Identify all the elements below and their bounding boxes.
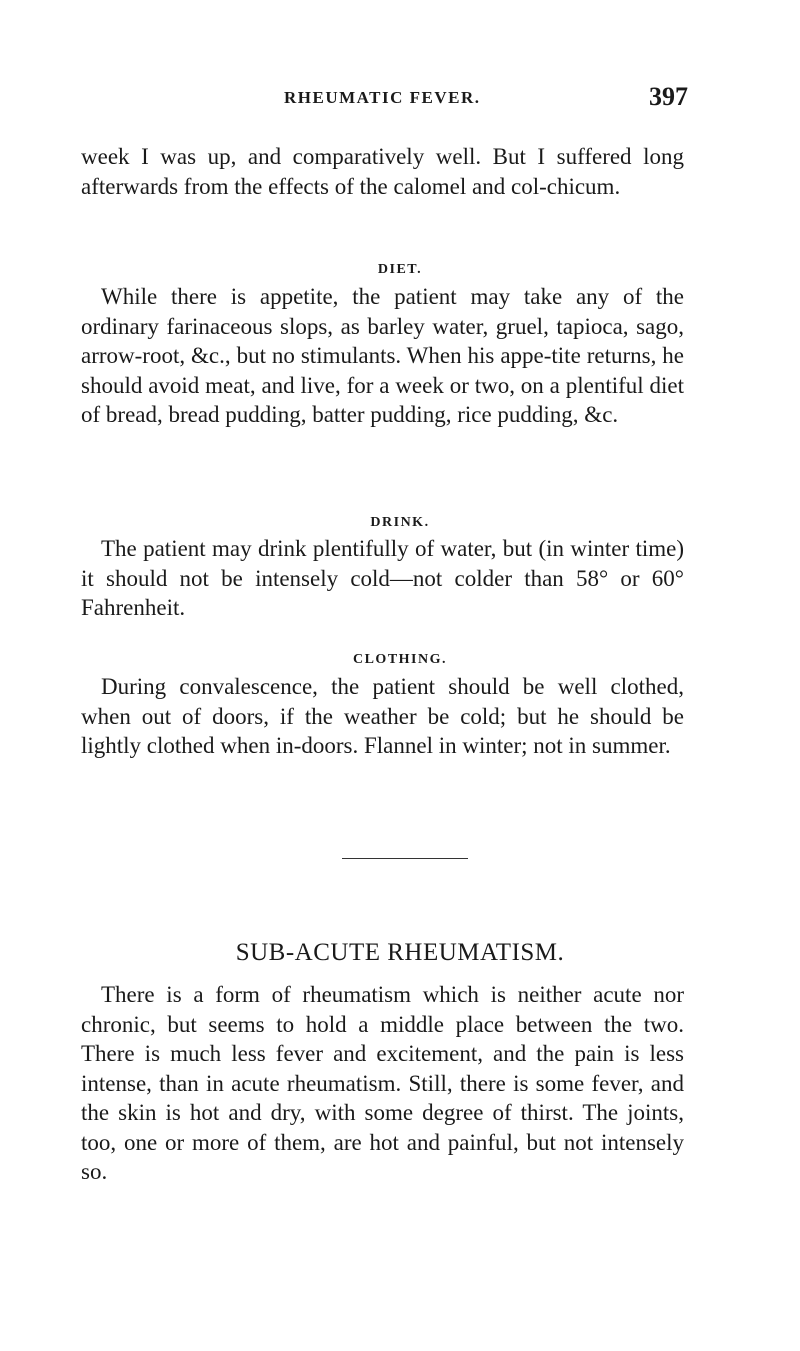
running-head — [258, 82, 688, 116]
heading-diet: DIET. — [377, 262, 423, 277]
paragraph-sub-acute: There is a form of rheumatism which is neither acute nor chronic, but seems to hold a middle place between the two. There is much less fever and excitement, and the pain is less intense, than in acute rheumatism. Still, there is some fever, and the skin is hot and dry, with some degree of thirst. The joints, too, one or more of them, are hot and painful, but not intensely so. — [81, 982, 684, 1184]
paragraph-diet: While there is appetite, the patient may take any of the ordinary farinaceous slops, as barley water, gruel, tapioca, sago, arrow-root, &c., but no stimulants. When his appe-tite returns, he should avoid meat, and live, for a week or two, on a plentiful diet of bread, bread pudding, batter pudding, rice pudding, &c. — [81, 284, 684, 427]
heading-sub-acute-rheumatism: SUB-ACUTE RHEUMATISM. — [235, 939, 565, 966]
section-divider — [342, 858, 468, 859]
running-title: RHEUMATIC FEVER. — [284, 88, 481, 107]
heading-drink: DRINK. — [370, 515, 430, 530]
page-number: 397 — [649, 82, 688, 111]
paragraph-continuation: week I was up, and comparatively well. But I suffered long afterwards from the effects of the calomel and col-chicum. — [81, 144, 684, 199]
heading-clothing: CLOTHING. — [352, 652, 447, 667]
paragraph-clothing: During convalescence, the patient should be well clothed, when out of doors, if the weather be cold; but he should be lightly clothed when in-doors. Flannel in winter; not in summer. — [81, 674, 684, 758]
paragraph-drink: The patient may drink plentifully of water, but (in winter time) it should not be intensely cold—not colder than 58° or 60° Fahrenheit. — [81, 536, 684, 620]
